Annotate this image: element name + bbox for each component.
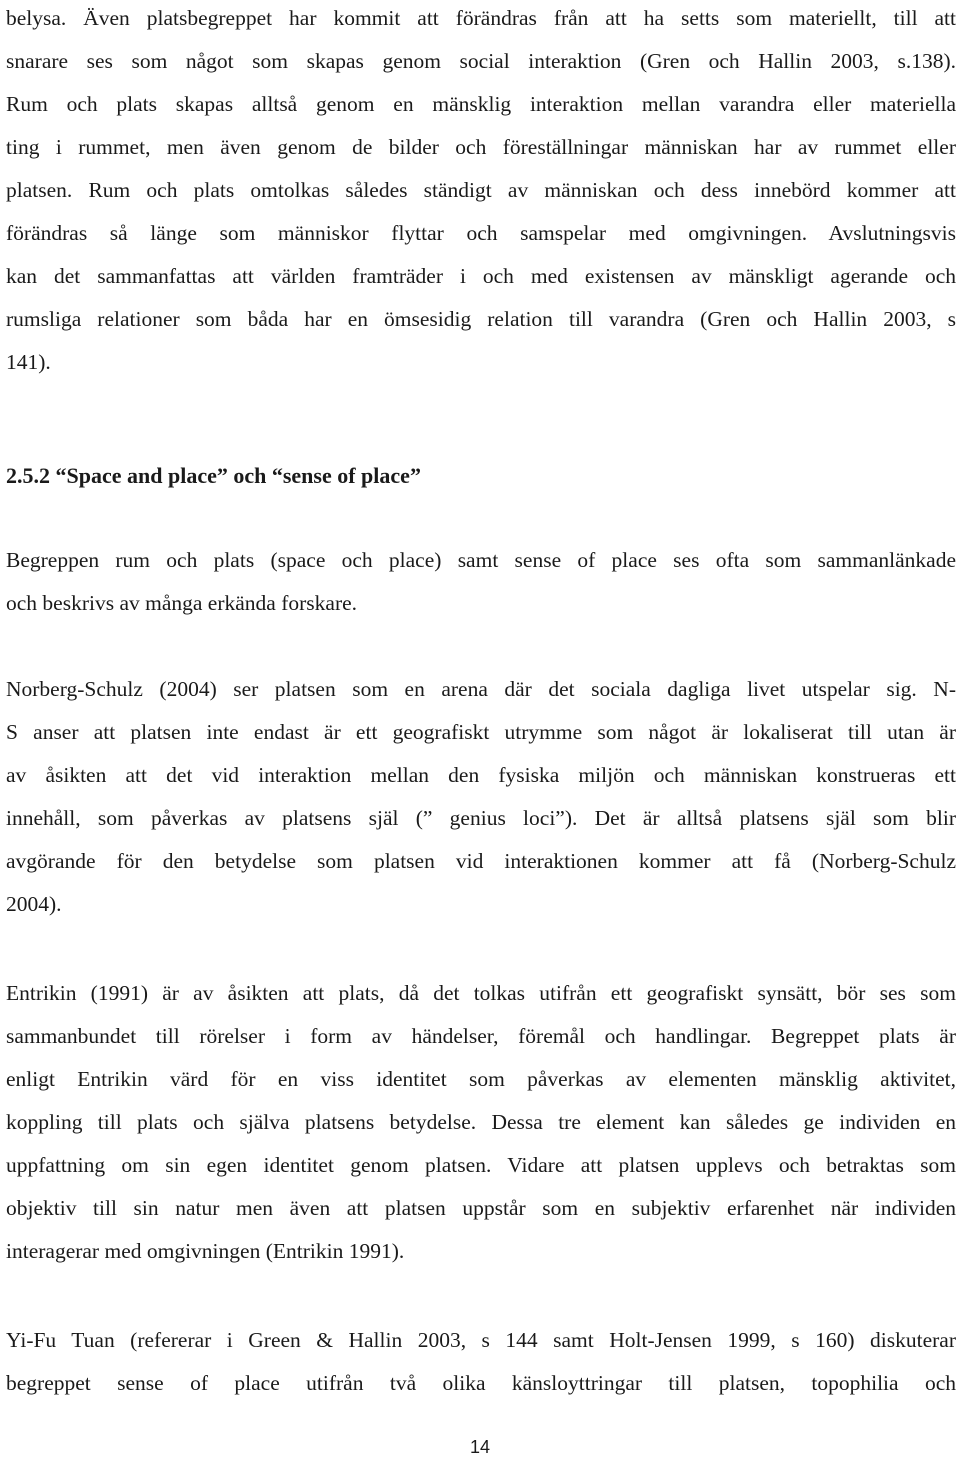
paragraph-line: belysa. Även platsbegreppet har kommit att förändras från att ha setts som materiellt, till att [6, 6, 956, 30]
section-heading: 2.5.2 “Space and place” och “sense of place” [6, 463, 421, 488]
paragraph-line: platsen. Rum och plats omtolkas således ständigt av människan och dess innebörd kommer att [6, 178, 956, 202]
paragraph-line: Begreppen rum och plats (space och place) samt sense of place ses ofta som sammanlänkade [6, 548, 956, 572]
paragraph-line: rumsliga relationer som båda har en ömsesidig relation till varandra (Gren och Hallin 2003, s [6, 307, 956, 331]
paragraph-line: Entrikin (1991) är av åsikten att plats, då det tolkas utifrån ett geografiskt synsätt, bör ses som [6, 981, 956, 1005]
paragraph-line: av åsikten att det vid interaktion mellan den fysiska miljön och människan konstrueras ett [6, 763, 956, 787]
paragraph-line: sammanbundet till rörelser i form av händelser, föremål och handlingar. Begreppet plats är [6, 1024, 956, 1048]
paragraph-line: interagerar med omgivningen (Entrikin 1991). [6, 1239, 405, 1263]
paragraph-line: Norberg-Schulz (2004) ser platsen som en arena där det sociala dagliga livet utspelar sig. N- [6, 677, 956, 701]
paragraph-line: Rum och plats skapas alltså genom en mänsklig interaktion mellan varandra eller materiella [6, 92, 956, 116]
paragraph-line: innehåll, som påverkas av platsens själ (” genius loci”). Det är alltså platsens själ som blir [6, 806, 956, 830]
paragraph-line: uppfattning om sin egen identitet genom platsen. Vidare att platsen upplevs och betraktas som [6, 1153, 956, 1177]
page-number: 14 [469, 1437, 491, 1457]
paragraph-line: 141). [6, 350, 51, 374]
paragraph-line: koppling till plats och själva platsens betydelse. Dessa tre element kan således ge individen en [6, 1110, 956, 1134]
paragraph-line: Yi-Fu Tuan (refererar i Green & Hallin 2003, s 144 samt Holt-Jensen 1999, s 160) diskuterar [6, 1328, 956, 1352]
paragraph-line: förändras så länge som människor flyttar och samspelar med omgivningen. Avslutningsvis [6, 221, 956, 245]
paragraph-line: begreppet sense of place utifrån två olika känsloyttringar till platsen, topophilia och [6, 1371, 956, 1395]
paragraph-line: objektiv till sin natur men även att platsen uppstår som en subjektiv erfarenhet när individen [6, 1196, 956, 1220]
paragraph-line: ting i rummet, men även genom de bilder och föreställningar människan har av rummet eller [6, 135, 956, 159]
paragraph-line: S anser att platsen inte endast är ett geografiskt utrymme som något är lokaliserat till utan är [6, 720, 956, 744]
paragraph-line: och beskrivs av många erkända forskare. [6, 591, 358, 615]
paragraph-line: enligt Entrikin värd för en viss identitet som påverkas av elementen mänsklig aktivitet, [6, 1067, 956, 1091]
paragraph-line: avgörande för den betydelse som platsen vid interaktionen kommer att få (Norberg-Schulz [6, 849, 956, 873]
paragraph-line: kan det sammanfattas att världen framträder i och med existensen av mänskligt agerande och [6, 264, 956, 288]
paragraph-line: 2004). [6, 892, 62, 916]
paragraph-line: snarare ses som något som skapas genom social interaktion (Gren och Hallin 2003, s.138). [6, 49, 956, 73]
